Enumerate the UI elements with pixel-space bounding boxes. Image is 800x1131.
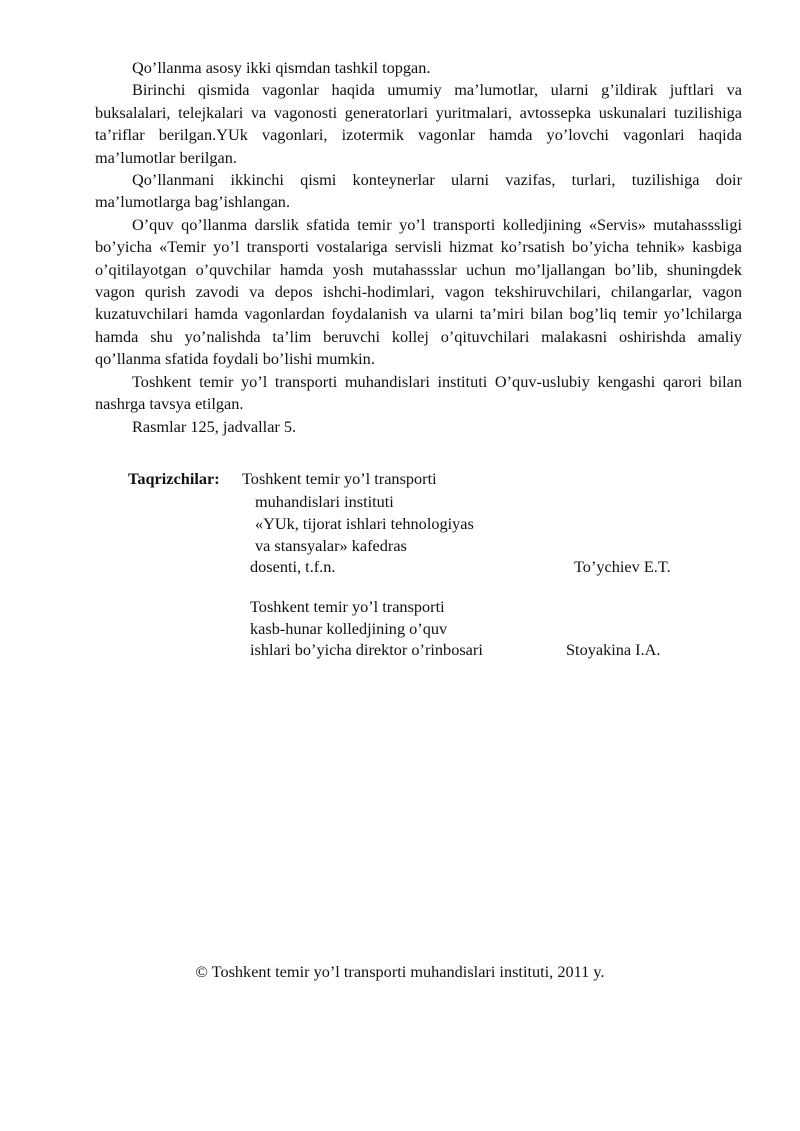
copyright-notice: © Toshkent temir yo’l transporti muhandislari instituti, 2011 y. [195, 962, 605, 981]
paragraph-figures-tables: Rasmlar 125, jadvallar 5. [132, 416, 297, 436]
reviewer-2-name: Stoyakina I.A. [566, 640, 661, 659]
reviewer-1-line: dosenti, t.f.n. [250, 557, 336, 576]
paragraph-part-two: Qo’llanmani ikkinchi qismi konteynerlar ularni vazifas, turlari, tuzilishiga doir ma’lumotlarga bag’ishlangan. [95, 170, 742, 212]
reviewers-heading: Taqrizchilar: [128, 469, 220, 488]
reviewer-2-line: kasb-hunar kolledjining o’quv [250, 619, 448, 638]
reviewer-2-line: ishlari bo’yicha direktor o’rinbosari [250, 640, 483, 659]
paragraph-audience: O’quv qo’llanma darslik sfatida temir yo’l transporti kolledjining «Servis» mutahasssligi bo’yicha «Temir yo’l transporti vostalariga servisli hizmat ko’rsatish bo’yicha tehnik» kasbiga o’qitilayotgan o’quvchilar hamda yosh mutahassslar uchun mo’ljallangan bo’lib, shuningdek vagon qurish zavodi va depos ishchi-hodimlari, vagon tekshiruvchilari, chilangarlar, vagon kuzatuvchilari hamda vagonlardan foydalanish va ularni ta’miri bilan bog’liq temir yo’lchilarga hamda shu yo’nalishda ta’lim beruvchi kollej o’qituvchilari malakasni oshirishda amaliy qo’llanma sfatida foydali bo’lishi mumkin. [95, 214, 742, 369]
reviewer-1-line: Toshkent temir yo’l transporti [242, 469, 437, 488]
reviewer-1-name: To’ychiev E.T. [574, 557, 671, 576]
reviewer-1-line: va stansyalar» kafedras [255, 536, 407, 555]
paragraph-approval: Toshkent temir yo’l transporti muhandislari instituti O’quv-uslubiy kengashi qarori bilan nashrga tavsya etilgan. [95, 371, 742, 414]
reviewer-1-line: muhandislari instituti [255, 492, 394, 511]
reviewer-2-line: Toshkent temir yo’l transporti [250, 597, 445, 616]
paragraph-structure: Qo’llanma asosy ikki qismdan tashkil topgan. [132, 58, 431, 77]
paragraph-part-one: Birinchi qismida vagonlar haqida umumiy ma’lumotlar, ularni g’ildirak juftlari va buksalalari, telejkalari va vagonosti generatorlari yuritmalari, avtossepka uskunalari tuzilishiga ta’riflar berilgan.YUk vagonlari, izotermik vagonlar hamda yo’lovchi vagonlari haqida ma’lumotlar berilgan. [95, 80, 742, 167]
reviewer-1-line: «YUk, tijorat ishlari tehnologiyas [255, 514, 474, 533]
